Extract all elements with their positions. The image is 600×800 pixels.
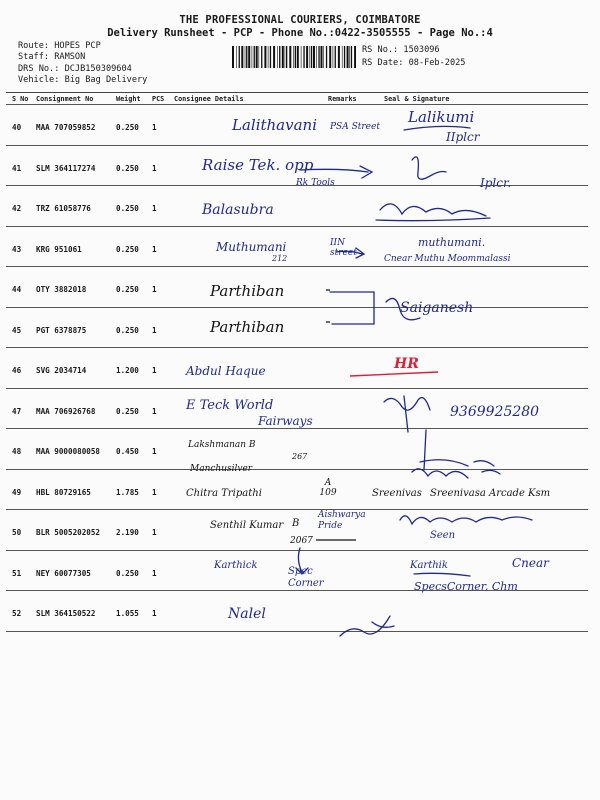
barcode-bar <box>256 46 258 68</box>
staff-label: Staff: RAMSON <box>18 52 86 62</box>
row-sno: 46 <box>6 348 36 389</box>
row-remarks <box>328 591 384 632</box>
handwritten-consignee-52: Nalel <box>228 606 266 622</box>
barcode-bar <box>333 46 334 68</box>
barcode-bar <box>311 46 312 68</box>
handwritten-consignee-48b: Manchusilver <box>190 464 253 474</box>
row-consignment-no: SLM 364150522 <box>36 591 116 632</box>
row-remarks <box>328 186 384 227</box>
handwritten-phone-47: 9369925280 <box>450 404 540 420</box>
handwritten-consignee-45: Parthiban <box>210 318 285 336</box>
row-weight: 0.450 <box>116 429 152 470</box>
table-row <box>6 429 588 470</box>
row-consignment-no: OTY 3882018 <box>36 267 116 308</box>
table-row <box>6 267 588 308</box>
handwritten-consignee-49: Chitra Tripathi <box>186 488 262 499</box>
row-weight: 1.785 <box>116 469 152 510</box>
barcode-bar <box>289 46 291 68</box>
handwritten-consignee-50b: B <box>292 518 300 529</box>
row-sno: 41 <box>6 145 36 186</box>
barcode-bar <box>344 46 345 68</box>
barcode-bar <box>270 46 271 68</box>
row-remarks <box>328 267 384 308</box>
row-weight: 0.250 <box>116 105 152 146</box>
handwritten-number-43: 212 <box>272 254 288 263</box>
row-consignment-no: MAA 9000080058 <box>36 429 116 470</box>
rs-number: RS No.: 1503096 <box>362 45 440 55</box>
handwritten-address-49: Sreenivas <box>372 488 422 499</box>
row-weight: 1.055 <box>116 591 152 632</box>
row-weight: 0.250 <box>116 267 152 308</box>
barcode-bar <box>329 46 331 68</box>
row-sno: 52 <box>6 591 36 632</box>
handwritten-signature-40b: IIplcr <box>446 130 480 144</box>
col-header-sno: S No <box>6 93 36 105</box>
handwritten-signature-50b: Seen <box>430 530 456 541</box>
row-consignment-no: SLM 364117274 <box>36 145 116 186</box>
barcode-bar <box>277 46 278 68</box>
row-remarks <box>328 550 384 591</box>
col-header-pcs: PCS <box>152 93 174 105</box>
row-weight: 0.250 <box>116 226 152 267</box>
row-signature <box>384 510 588 551</box>
barcode-bar <box>239 46 240 68</box>
barcode-bar <box>310 46 311 68</box>
handwritten-consignee-40: Lalithavani <box>232 116 318 134</box>
handwritten-consignee-42: Balasubra <box>202 202 274 218</box>
table-row <box>6 591 588 632</box>
col-header-weight: Weight <box>116 93 152 105</box>
row-pcs: 1 <box>152 348 174 389</box>
row-sno: 43 <box>6 226 36 267</box>
barcode-bar <box>254 46 255 68</box>
handwritten-address-41: Rk Tools <box>296 178 335 188</box>
row-consignment-no: BLR 5005202052 <box>36 510 116 551</box>
row-remarks <box>328 307 384 348</box>
row-sno: 45 <box>6 307 36 348</box>
row-sno: 48 <box>6 429 36 470</box>
col-header-consignment: Consignment No <box>36 93 116 105</box>
handwritten-consignee-51: Karthick <box>214 560 258 571</box>
barcode-bar <box>338 46 340 68</box>
handwritten-number-50: 2067 <box>290 536 313 546</box>
barcode-bar <box>349 46 350 68</box>
barcode-bar <box>285 46 286 68</box>
handwritten-number-48: 267 <box>292 452 308 461</box>
row-consignment-no: HBL 80729165 <box>36 469 116 510</box>
row-consignment-no: SVG 2034714 <box>36 348 116 389</box>
handwritten-remark-50: Aishwarya Pride <box>318 510 366 531</box>
row-pcs: 1 <box>152 429 174 470</box>
row-weight: 0.250 <box>116 550 152 591</box>
handwritten-consignee-46: Abdul Haque <box>186 364 266 378</box>
barcode-bar <box>313 46 315 68</box>
barcode-bar <box>347 46 349 68</box>
row-weight: 2.190 <box>116 510 152 551</box>
row-consignment-no: TRZ 61058776 <box>36 186 116 227</box>
row-consignment-no: KRG 951061 <box>36 226 116 267</box>
row-weight: 0.250 <box>116 145 152 186</box>
row-sno: 50 <box>6 510 36 551</box>
barcode-bar <box>236 46 237 68</box>
row-weight: 0.250 <box>116 186 152 227</box>
handwritten-signature-40: Lalikumi <box>408 108 475 126</box>
row-sno: 42 <box>6 186 36 227</box>
handwritten-signature-51b: Cnear <box>512 556 549 570</box>
handwritten-consignee-47b: Fairways <box>258 414 313 428</box>
barcode-bar <box>261 46 262 68</box>
barcode-bar <box>316 46 317 68</box>
row-weight: 0.250 <box>116 388 152 429</box>
barcode-bar <box>282 46 284 68</box>
row-pcs: 1 <box>152 510 174 551</box>
handwritten-remark-51: Spec Corner <box>288 566 324 589</box>
row-weight: 0.250 <box>116 307 152 348</box>
barcode-bar <box>273 46 275 68</box>
handwritten-signature-51: Karthik <box>410 560 448 571</box>
row-remarks <box>328 429 384 470</box>
col-header-signature: Seal & Signature <box>384 93 588 105</box>
barcode-bar <box>293 46 294 68</box>
row-sno: 49 <box>6 469 36 510</box>
barcode-bar <box>286 46 287 68</box>
barcode-bar <box>351 46 352 68</box>
handwritten-signature-43: muthumani. <box>418 236 486 249</box>
barcode-image <box>232 46 356 68</box>
row-pcs: 1 <box>152 307 174 348</box>
barcode-bar <box>259 46 260 68</box>
row-sno: 40 <box>6 105 36 146</box>
barcode-bar <box>248 46 250 68</box>
handwritten-signature-45: Saiganesh <box>400 300 474 316</box>
row-signature <box>384 429 588 470</box>
barcode-bar <box>268 46 269 68</box>
handwritten-consignee-47: E Teck World <box>186 398 274 413</box>
row-pcs: 1 <box>152 550 174 591</box>
vehicle-label: Vehicle: Big Bag Delivery <box>18 75 148 85</box>
table-row <box>6 307 588 348</box>
handwritten-consignee-43: Muthumani <box>216 240 287 254</box>
barcode-bar <box>241 46 243 68</box>
barcode-bar <box>232 46 234 68</box>
row-pcs: 1 <box>152 186 174 227</box>
col-header-consignee: Consignee Details <box>174 93 328 105</box>
handwritten-remark-40: PSA Street <box>330 122 380 132</box>
runsheet-title: THE PROFESSIONAL COURIERS, COIMBATORE <box>179 14 421 26</box>
handwritten-signature-51c: SpecsCorner, Chm <box>414 580 518 593</box>
col-header-remarks: Remarks <box>328 93 384 105</box>
barcode-bar <box>318 46 319 68</box>
barcode-bar <box>335 46 336 68</box>
barcode-bar <box>245 46 246 68</box>
row-consignment-no: PGT 6378875 <box>36 307 116 348</box>
barcode-bar <box>252 46 253 68</box>
row-signature <box>384 186 588 227</box>
barcode-bar <box>342 46 343 68</box>
barcode-bar <box>321 46 323 68</box>
row-consignment-no: MAA 707059852 <box>36 105 116 146</box>
row-pcs: 1 <box>152 469 174 510</box>
handwritten-consignee-41: Raise Tek. opp <box>202 156 314 174</box>
barcode-bar <box>326 46 327 68</box>
barcode-bar <box>295 46 296 68</box>
handwritten-remark-43: IIN street <box>330 238 357 258</box>
row-pcs: 1 <box>152 226 174 267</box>
row-remarks <box>328 348 384 389</box>
rs-date: RS Date: 08-Feb-2025 <box>362 58 466 68</box>
handwritten-number-49: A 109 <box>319 478 337 498</box>
handwritten-consignee-48: Lakshmanan B <box>188 440 256 450</box>
row-sno: 51 <box>6 550 36 591</box>
table-row <box>6 348 588 389</box>
handwritten-signature-49: Sreenivasa Arcade Ksm <box>430 488 551 499</box>
barcode-bar <box>303 46 304 68</box>
handwritten-consignee-44: Parthiban <box>210 282 285 300</box>
row-sno: 44 <box>6 267 36 308</box>
row-pcs: 1 <box>152 388 174 429</box>
row-pcs: 1 <box>152 105 174 146</box>
barcode-bar <box>323 46 324 68</box>
row-consignment-no: NEY 60077305 <box>36 550 116 591</box>
barcode-bar <box>297 46 299 68</box>
table-row <box>6 186 588 227</box>
handwritten-consignee-50: Senthil Kumar <box>210 520 284 531</box>
row-signature <box>384 591 588 632</box>
route-label: Route: HOPES PCP <box>18 41 101 51</box>
drs-label: DRS No.: DCJB150309604 <box>18 64 132 74</box>
row-weight: 1.200 <box>116 348 152 389</box>
barcode-bar <box>301 46 302 68</box>
runsheet-subtitle: Delivery Runsheet - PCP - Phone No.:0422-3505555 - Page No.:4 <box>107 27 493 39</box>
barcode-bar <box>246 46 247 68</box>
handwritten-remark-46: HR <box>394 356 419 372</box>
table-header-row <box>6 93 588 105</box>
barcode-bar <box>306 46 308 68</box>
row-sno: 47 <box>6 388 36 429</box>
barcode-bar <box>279 46 280 68</box>
row-remarks <box>328 145 384 186</box>
handwritten-signature-41: Iplcr. <box>480 176 512 190</box>
barcode-bar <box>264 46 266 68</box>
row-pcs: 1 <box>152 591 174 632</box>
row-pcs: 1 <box>152 145 174 186</box>
barcode-bar <box>354 46 356 68</box>
row-remarks <box>328 388 384 429</box>
handwritten-signature-43b: Cnear Muthu Moommalassi <box>384 254 511 264</box>
row-pcs: 1 <box>152 267 174 308</box>
row-consignment-no: MAA 706926768 <box>36 388 116 429</box>
